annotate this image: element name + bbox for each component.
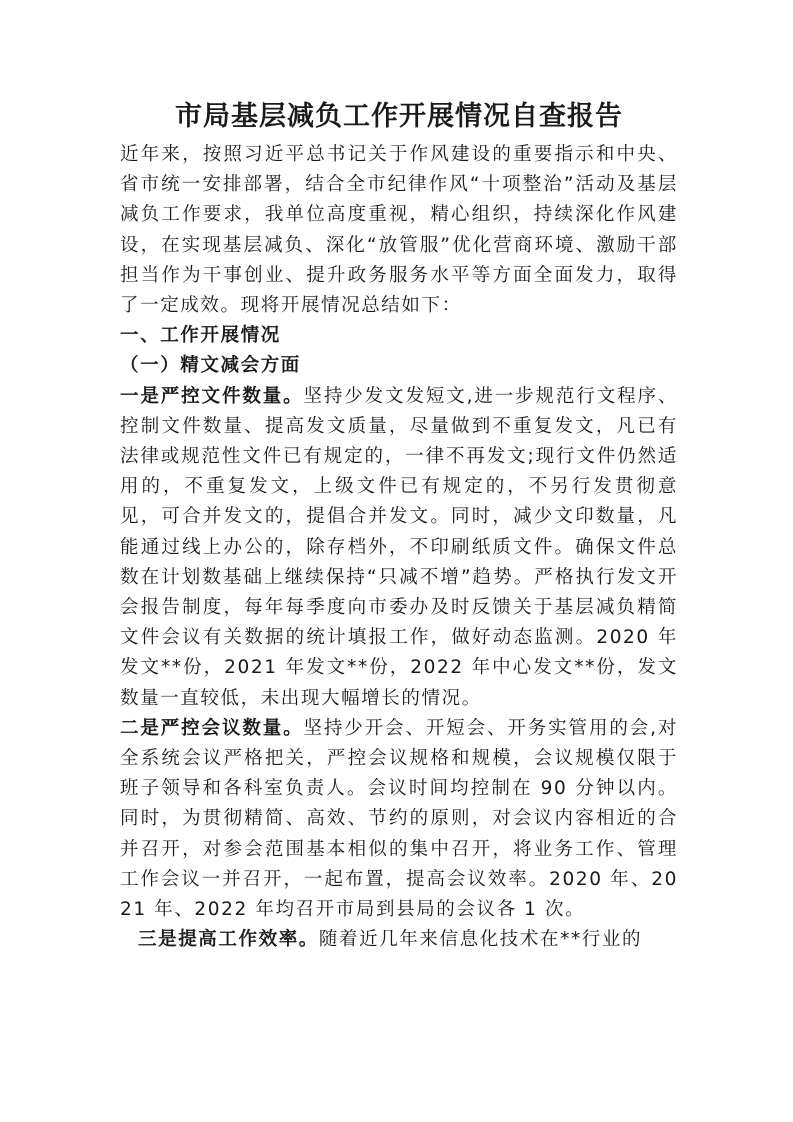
item-lead-1: 一是严控文件数量。 xyxy=(120,385,304,407)
section-heading: 一、工作开展情况 xyxy=(120,325,281,347)
document-title: 市局基层减负工作开展情况自查报告 xyxy=(175,101,623,132)
intro-paragraph: 近年来，按照习近平总书记关于作风建设的重要指示和中央、省市统一安排部署，结合全市纪律作风“十项整治”活动及基层减负工作要求，我单位高度重视，精心组织，持续深化作风建设，在实现基层减负、深化“放管服”优化营商环境、激励干部担当作为干事创业、提升政务服务水平等方面全面发力，取得了一定成效。现将开展情况总结如下： xyxy=(120,144,678,317)
item-text-1: 坚持少发文发短文,进一步规范行文程序、 控制文件数量、提高发文质量，尽量做到不重复发文，凡已有法律或规范性文件已有规定的，一律不再发文;现行文件仍然适用的，不重复发文，上级文件已有规定的，不另行发贯彻意见，可合并发文的，提倡合并发文。同时，减少文印数量，凡能通过线上办公的，除存档外，不印刷纸质文件。确保文件总数在计划数基础上继续保持“只减不增”趋势。严格执行发文开会报告制度，每年每季度向市委办及时反馈关于基层减负精简文件会议有关数据的统计填报工作，做好动态监测。2020 年发文**份，2021 年发文**份，2022 年中心发文**份，发文数量一直较低，未出现大幅增长的情况。 xyxy=(120,385,678,709)
item-paragraph-1 xyxy=(120,382,678,714)
item-paragraph-2 xyxy=(120,714,678,925)
document-page xyxy=(120,96,678,955)
item-lead-3: 三是提高工作效率。 xyxy=(138,929,319,951)
subsection-heading: （一）精文减会方面 xyxy=(120,355,301,377)
item-text-2: 坚持少开会、开短会、开务实管用的会,对全系统会议严格把关，严控会议规格和规模，会议规模仅限于班子领导和各科室负责人。会议时间均控制在 90 分钟以内。同时，为贯彻精简、高效、节约的原则，对会议内容相近的合并召开，对参会范围基本相似的集中召开，将业务工作、管理工作会议一并召开，一起布置，提高会议效率。2020 年、2021 年、2022 年均召开市局到县局的会议各 1 次。 xyxy=(120,717,678,921)
item-text-3: 随着近几年来信息化技术在**行业的 xyxy=(318,929,643,951)
item-lead-2: 二是严控会议数量。 xyxy=(120,717,304,739)
item-paragraph-3 xyxy=(120,925,678,955)
